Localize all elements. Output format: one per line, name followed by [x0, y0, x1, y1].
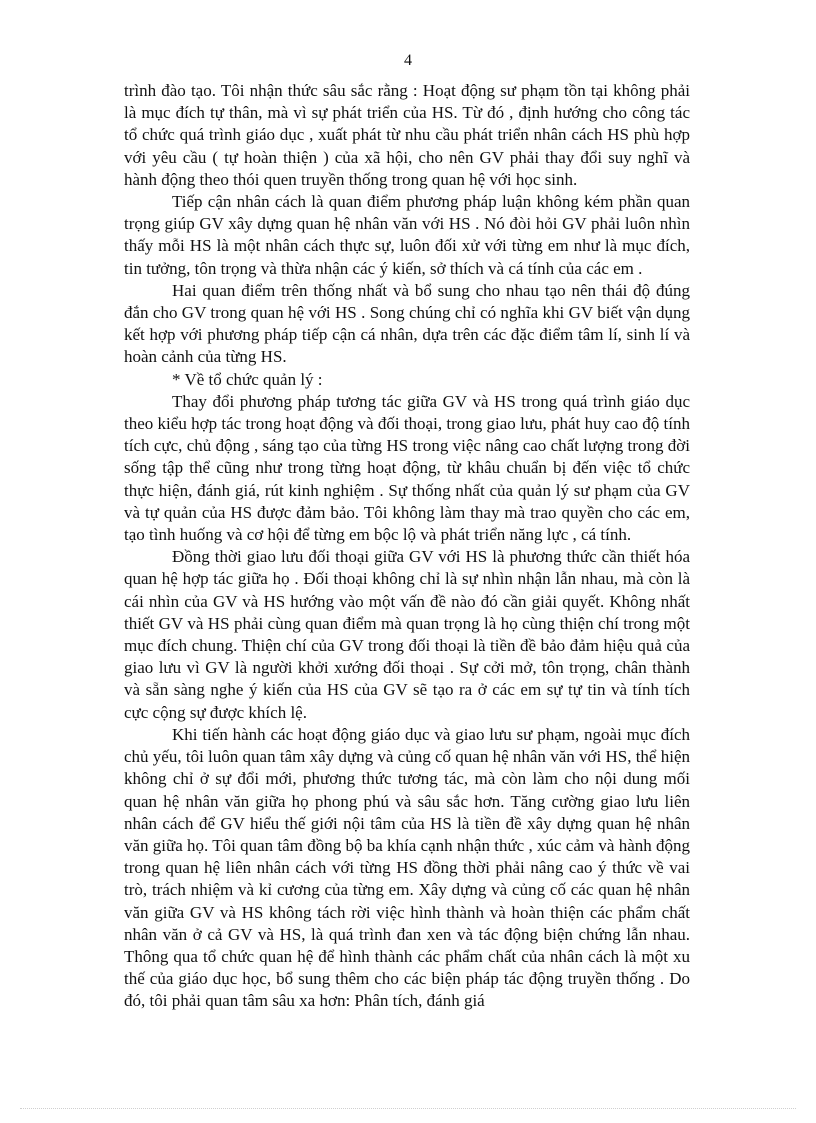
page-number: 4: [404, 52, 412, 69]
document-body: [124, 80, 690, 1013]
paragraph-dialogue: Đồng thời giao lưu đối thoại giữa GV với HS là phương thức cần thiết hóa quan hệ hợp tác giữa họ . Đối thoại không chỉ là sự nhìn nhận lẫn nhau, mà còn là cái nhìn của GV và HS hướng vào một vấn đề nào đó cần giải quyết. Không nhất thiết GV và HS phải cùng quan điểm mà quan trọng là họ cùng thiện chí trong một mục đích chung. Thiện chí của GV trong đối thoại là tiền đề bảo đảm hiệu quả của giao lưu vì GV là người khởi xướng đối thoại . Sự cởi mở, tôn trọng, chân thành và sẵn sàng nghe ý kiến của HS của GV sẽ tạo ra ở các em sự tự tin và tính tích cực cộng sự được khích lệ.: [124, 547, 690, 722]
paragraph-personality-approach: Tiếp cận nhân cách là quan điểm phương pháp luận không kém phần quan trọng giúp GV xây dựng quan hệ nhân văn với HS . Nó đòi hỏi GV phải luôn nhìn thấy mỗi HS là một nhân cách thực sự, luôn đối xử với từng em như là mục đích, tin tưởng, tôn trọng và thừa nhận các ý kiến, sở thích và cá tính của các em .: [124, 192, 690, 278]
paragraph-two-viewpoints: Hai quan điểm trên thống nhất và bổ sung cho nhau tạo nên thái độ đúng đắn cho GV trong quan hệ với HS . Song chúng chỉ có nghĩa khi GV biết vận dụng kết hợp với phương pháp tiếp cận cá nhân, dựa trên các đặc điểm tâm lí, sinh lí và hoàn cảnh của từng HS.: [124, 280, 690, 367]
section-heading-management: * Về tổ chức quản lý :: [172, 369, 323, 389]
page-bottom-divider: [20, 1108, 796, 1109]
paragraph-continuation: trình đào tạo. Tôi nhận thức sâu sắc rằng : Hoạt động sư phạm tồn tại không phải là mục đích tự thân, mà vì sự phát triển của HS. Từ đó , định hướng cho công tác tổ chức quá trình giáo dục , xuất phát từ nhu cầu phát triển nhân cách HS phù hợp với yêu cầu ( tự hoàn thiện ) của xã hội, cho nên GV phải thay đổi suy nghĩ và hành động theo thói quen truyền thống trong quan hệ với học sinh.: [124, 81, 690, 189]
paragraph-interaction-methods: Thay đổi phương pháp tương tác giữa GV và HS trong quá trình giáo dục theo kiểu hợp tác trong hoạt động và đối thoại, trong giao lưu, phát huy cao độ tính tích cực, chủ động , sáng tạo của từng HS trong việc nâng cao chất lượng trong đời sống tập thể cũng như trong từng hoạt động, từ khâu chuẩn bị đến việc tổ chức thực hiện, đánh giá, rút kinh nghiệm . Sự thống nhất của quản lý sư phạm của GV và tự quản của HS được đảm bảo. Tôi không làm thay mà trao quyền cho các em, tạo tình huống và cơ hội để từng em bộc lộ và phát triển năng lực , cá tính.: [124, 391, 690, 545]
paragraph-humanistic-relations: Khi tiến hành các hoạt động giáo dục và giao lưu sư phạm, ngoài mục đích chủ yếu, tôi luôn quan tâm xây dựng và củng cố quan hệ nhân văn với HS, thể hiện không chỉ ở sự đổi mới, phương thức tương tác, mà còn làm cho nội dung mối quan hệ nhân văn giữa họ phong phú và sâu sắc hơn. Tăng cường giao lưu liên nhân cách để GV hiểu thế giới nội tâm của HS là tiền đề xây dựng quan hệ nhân văn giữa họ. Tôi quan tâm đồng bộ ba khía cạnh nhận thức , xúc cảm và hành động trong quan hệ liên nhân cách với từng HS đồng thời phải nâng cao ý thức về vai trò, trách nhiệm và kỉ cương của từng em. Xây dựng và củng cố các quan hệ nhân văn giữa GV và HS không tách rời việc hình thành và hoàn thiện các phẩm chất nhân văn ở cả GV và HS, là quá trình đan xen và tác động biện chứng lẫn nhau. Thông qua tổ chức quan hệ để hình thành các phẩm chất của nhân cách là một xu thế của giáo dục học, bổ sung thêm cho các biện pháp tác động truyền thống . Do đó, tôi phải quan tâm sâu xa hơn: Phân tích, đánh giá: [124, 724, 690, 1011]
